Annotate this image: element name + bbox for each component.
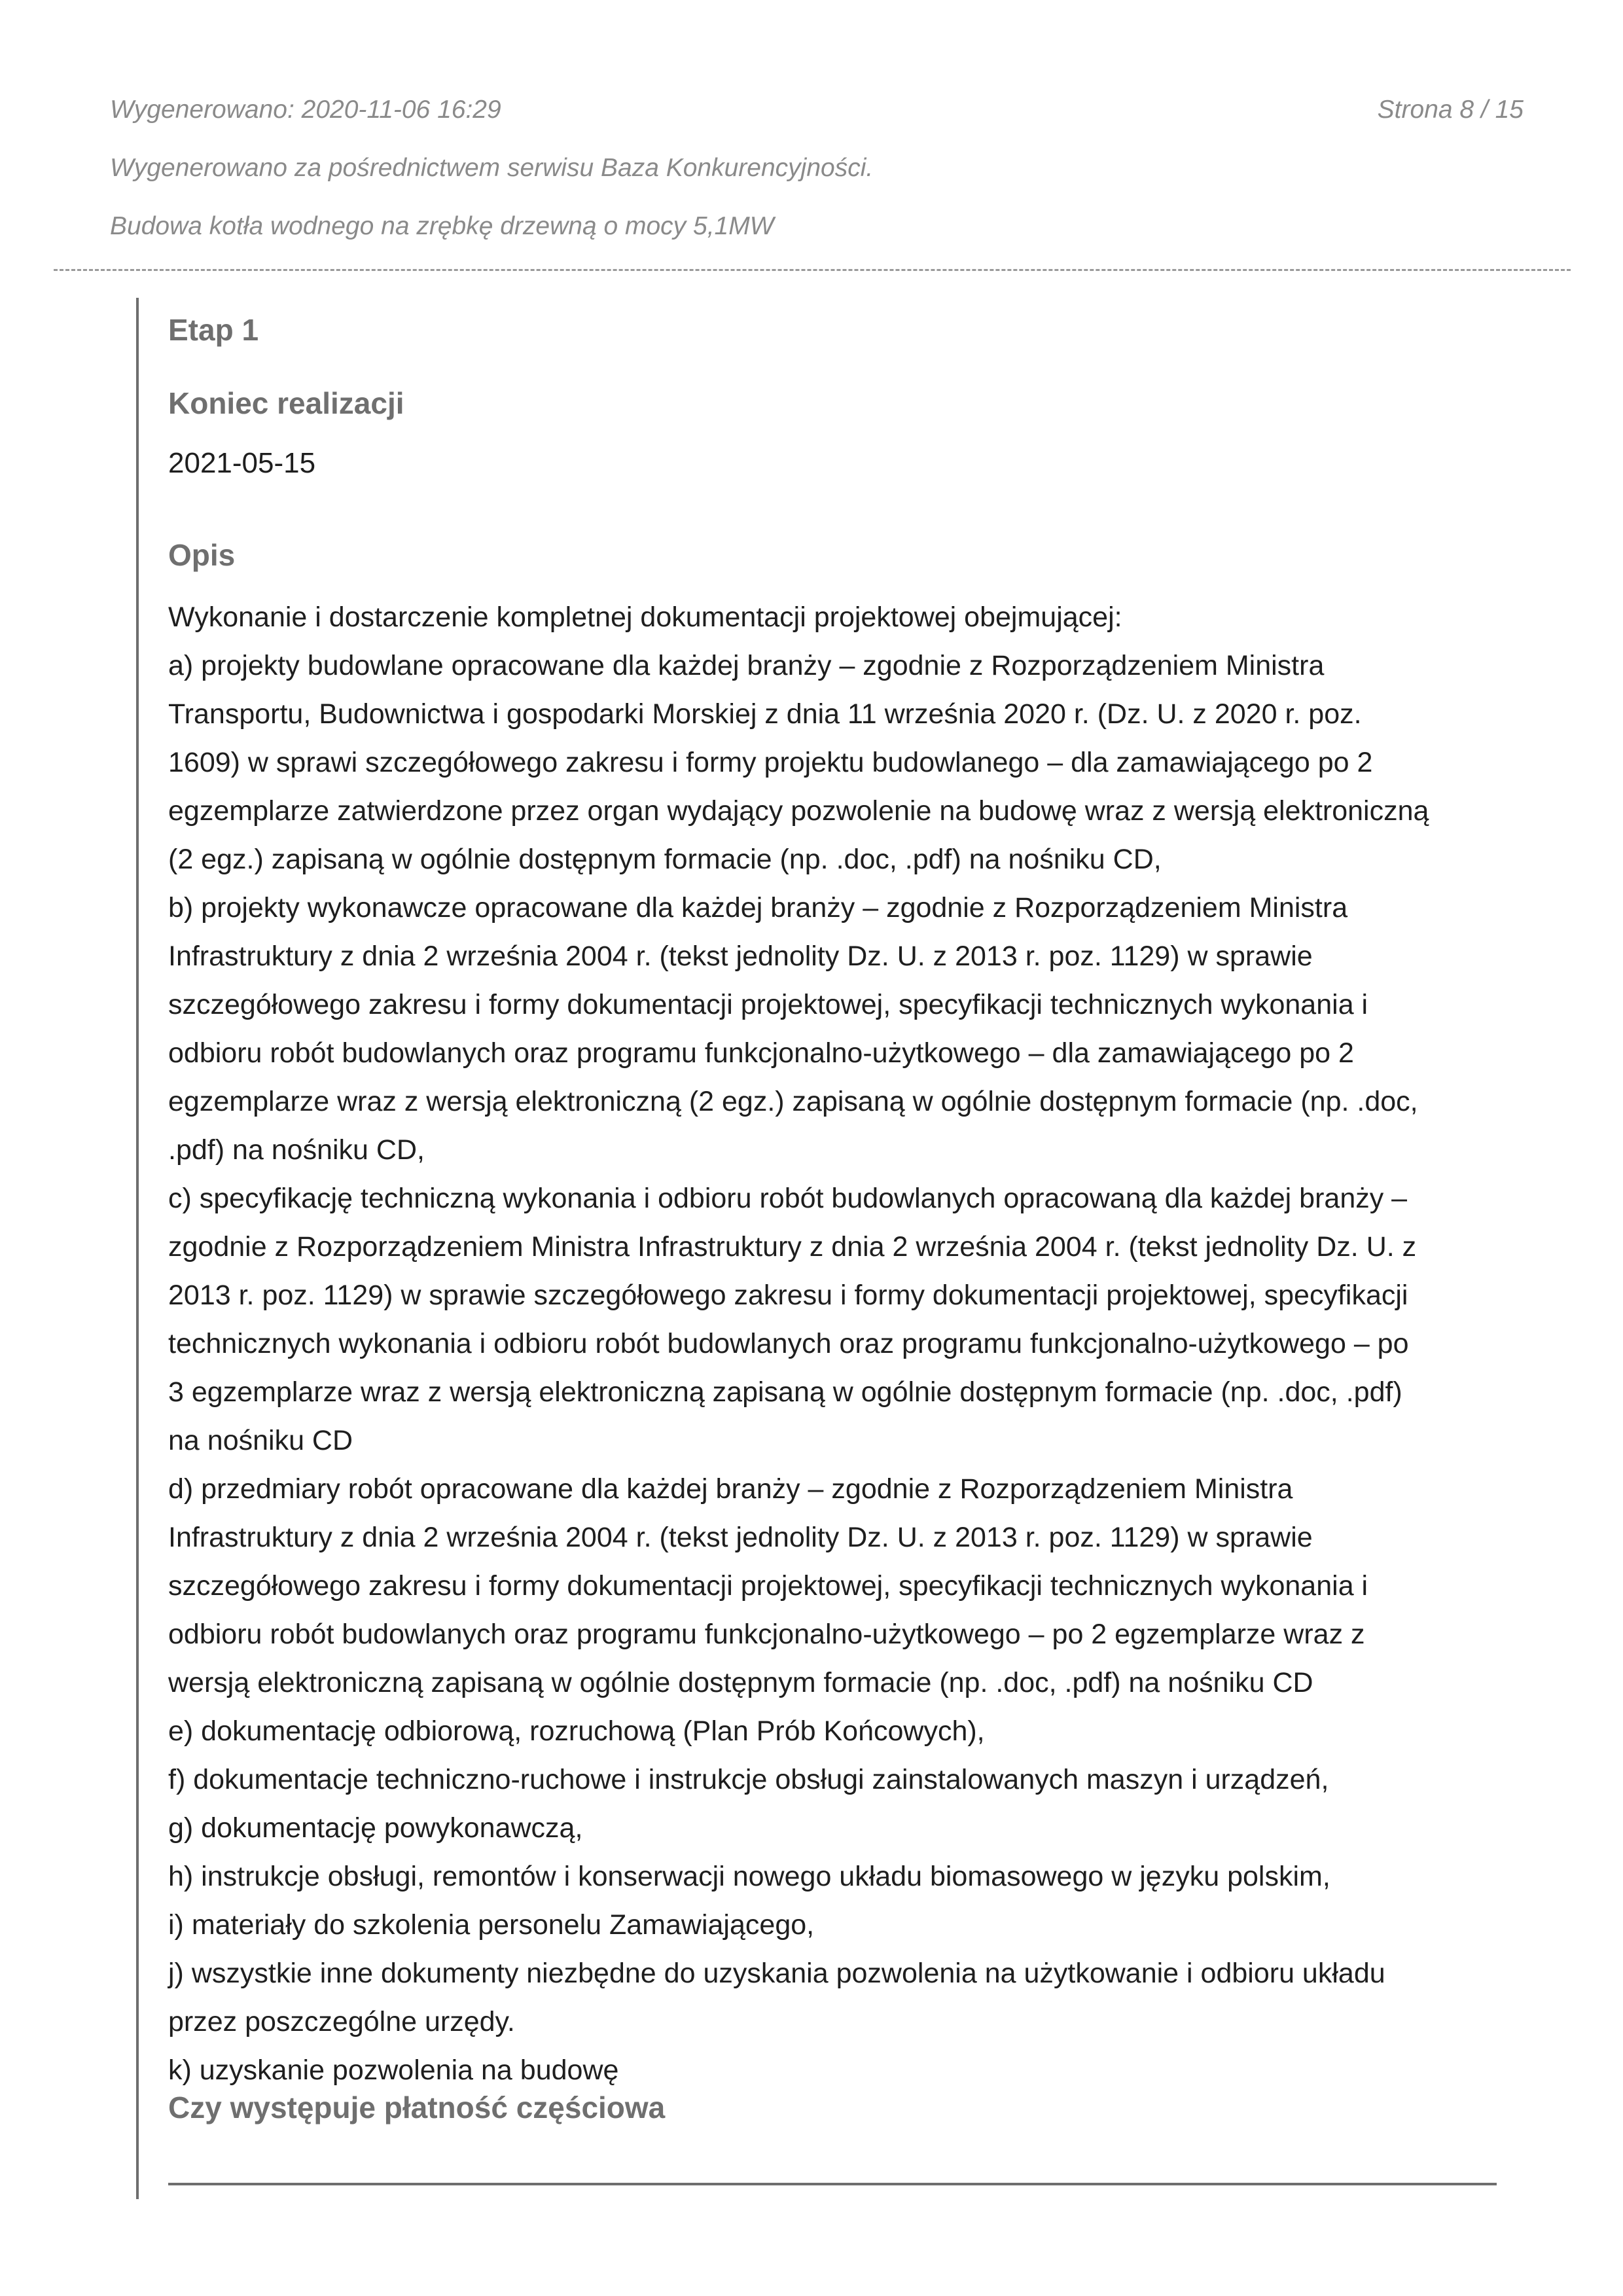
description-line: na nośniku CD (168, 1425, 353, 1456)
end-date-value: 2021-05-15 (168, 447, 316, 479)
description-line: d) przedmiary robót opracowane dla każdej branży – zgodnie z Rozporządzeniem Ministra (168, 1473, 1293, 1505)
description-label: Opis (168, 538, 236, 572)
description-line: technicznych wykonania i odbioru robót budowlanych oraz programu funkcjonalno-użytkowego – po (168, 1328, 1409, 1359)
description-text (168, 593, 1497, 2094)
description-line: .pdf) na nośniku CD, (168, 1134, 425, 1166)
partial-payment-label: Czy występuje płatność częściowa (168, 2090, 666, 2125)
description-line: Infrastruktury z dnia 2 września 2004 r. (tekst jednolity Dz. U. z 2013 r. poz. 1129) w sprawie (168, 1522, 1313, 1553)
description-line: Wykonanie i dostarczenie kompletnej dokumentacji projektowej obejmującej: (168, 601, 1122, 633)
description-line: Transportu, Budownictwa i gospodarki Morskiej z dnia 11 września 2020 r. (Dz. U. z 2020 r. poz. (168, 698, 1362, 730)
description-line: e) dokumentację odbiorową, rozruchową (Plan Prób Końcowych), (168, 1715, 985, 1747)
description-line: b) projekty wykonawcze opracowane dla każdej branży – zgodnie z Rozporządzeniem Ministra (168, 892, 1348, 924)
description-line: c) specyfikację techniczną wykonania i odbioru robót budowlanych opracowaną dla każdej branży – (168, 1183, 1408, 1214)
stage-heading: Etap 1 (168, 313, 259, 347)
stage-section (136, 298, 1500, 2199)
generated-timestamp: Wygenerowano: 2020-11-06 16:29 (110, 96, 501, 124)
header-divider (54, 269, 1571, 271)
page-number: Strona 8 / 15 (1377, 96, 1524, 124)
description-line: szczegółowego zakresu i formy dokumentacji projektowej, specyfikacji technicznych wykonania i (168, 989, 1368, 1020)
description-line: odbioru robót budowlanych oraz programu funkcjonalno-użytkowego – po 2 egzemplarze wraz z (168, 1619, 1365, 1650)
description-line: odbioru robót budowlanych oraz programu funkcjonalno-użytkowego – dla zamawiającego po 2 (168, 1037, 1354, 1069)
description-line: przez poszczególne urzędy. (168, 2006, 515, 2037)
document-title: Budowa kotła wodnego na zrębkę drzewną o mocy 5,1MW (110, 212, 774, 240)
end-date-label: Koniec realizacji (168, 386, 404, 420)
description-line: szczegółowego zakresu i formy dokumentacji projektowej, specyfikacji technicznych wykonania i (168, 1570, 1368, 1602)
description-line: 3 egzemplarze wraz z wersją elektroniczną zapisaną w ogólnie dostępnym formacie (np. .doc, .pdf) (168, 1376, 1402, 1408)
description-line: g) dokumentację powykonawczą, (168, 1812, 583, 1844)
description-line: 2013 r. poz. 1129) w sprawie szczegółowego zakresu i formy dokumentacji projektowej, specyfikacji (168, 1280, 1408, 1311)
description-line: zgodnie z Rozporządzeniem Ministra Infrastruktury z dnia 2 września 2004 r. (tekst jednolity Dz. U. z (168, 1231, 1417, 1263)
description-line: egzemplarze wraz z wersją elektroniczną (2 egz.) zapisaną w ogólnie dostępnym formacie (np. .doc, (168, 1086, 1418, 1117)
description-line: egzemplarze zatwierdzone przez organ wydający pozwolenie na budowę wraz z wersją elektroniczną (168, 795, 1429, 827)
service-note: Wygenerowano za pośrednictwem serwisu Baza Konkurencyjności. (110, 154, 874, 182)
description-line: wersją elektroniczną zapisaną w ogólnie dostępnym formacie (np. .doc, .pdf) na nośniku CD (168, 1667, 1313, 1698)
description-line: i) materiały do szkolenia personelu Zamawiającego, (168, 1909, 815, 1941)
section-bottom-rule (168, 2183, 1497, 2185)
description-line: k) uzyskanie pozwolenia na budowę (168, 2054, 619, 2086)
description-line: h) instrukcje obsługi, remontów i konserwacji nowego układu biomasowego w języku polskim, (168, 1861, 1330, 1892)
description-line: (2 egz.) zapisaną w ogólnie dostępnym formacie (np. .doc, .pdf) na nośniku CD, (168, 844, 1162, 875)
description-line: Infrastruktury z dnia 2 września 2004 r. (tekst jednolity Dz. U. z 2013 r. poz. 1129) w sprawie (168, 941, 1313, 972)
description-line: j) wszystkie inne dokumenty niezbędne do uzyskania pozwolenia na użytkowanie i odbioru układu (168, 1958, 1385, 1989)
description-line: 1609) w sprawi szczegółowego zakresu i formy projektu budowlanego – dla zamawiającego po 2 (168, 747, 1373, 778)
description-line: f) dokumentacje techniczno-ruchowe i instrukcje obsługi zainstalowanych maszyn i urządzeń, (168, 1764, 1329, 1795)
description-line: a) projekty budowlane opracowane dla każdej branży – zgodnie z Rozporządzeniem Ministra (168, 650, 1325, 681)
